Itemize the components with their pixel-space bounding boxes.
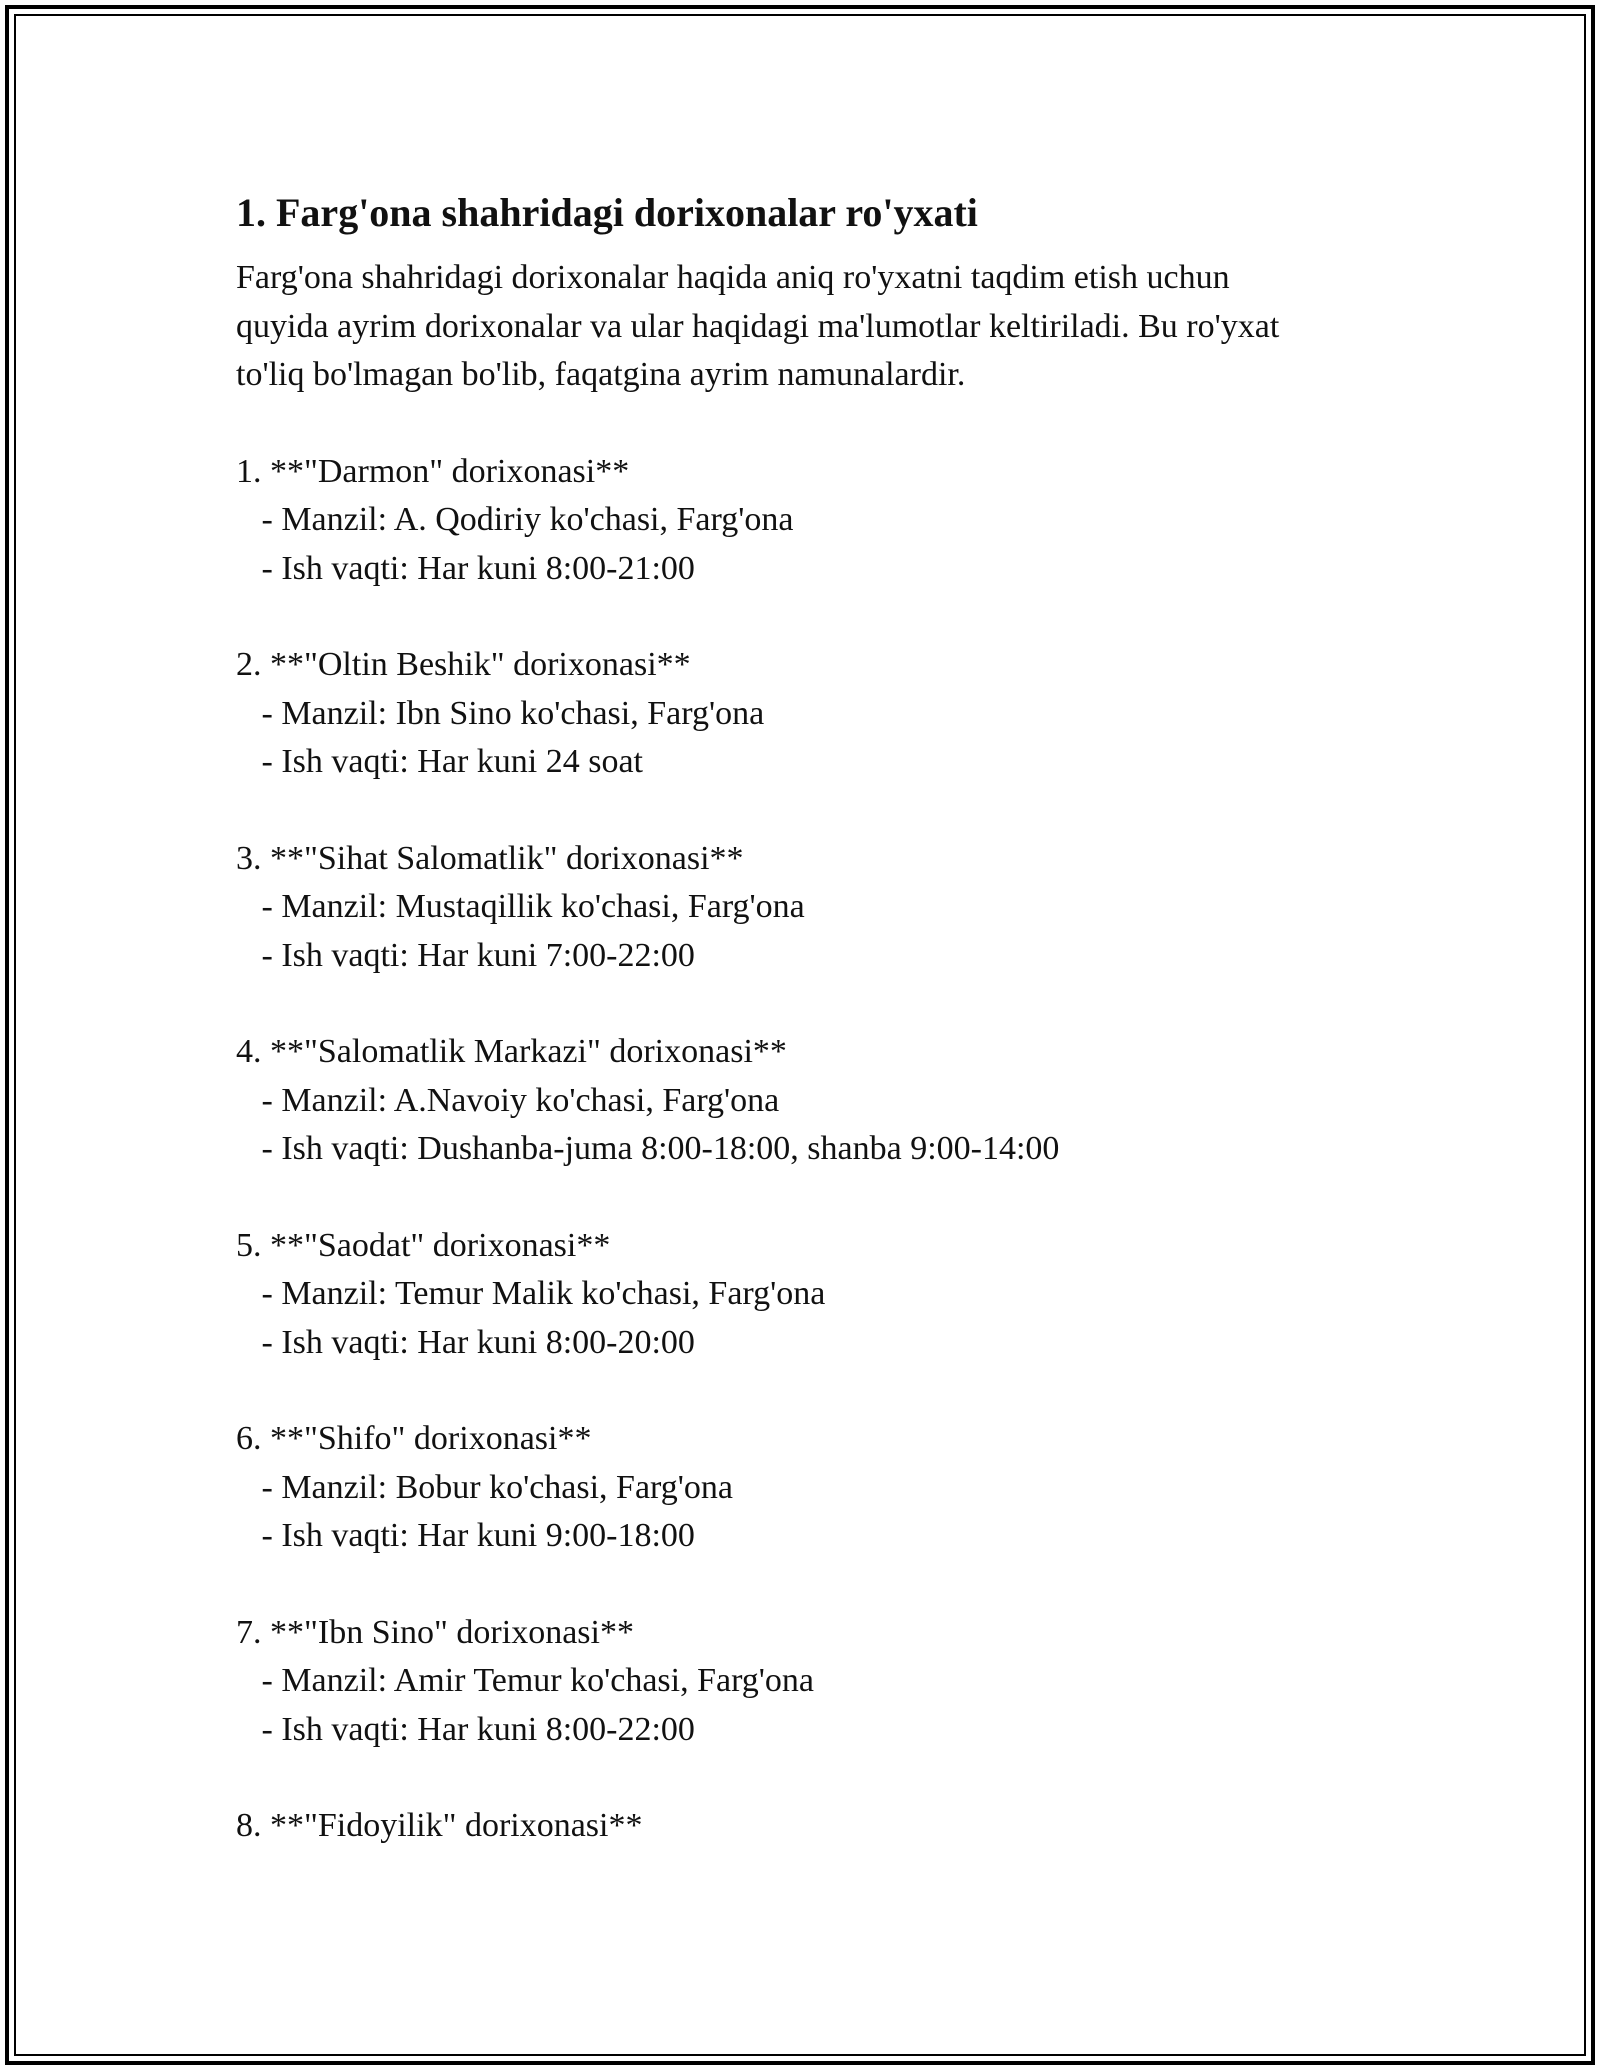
pharmacy-hours: - Ish vaqti: Har kuni 7:00-22:00 <box>236 936 695 974</box>
intro-line: Farg'ona shahridagi dorixonalar haqida aniq ro'yxatni taqdim etish uchun <box>236 259 1230 296</box>
pharmacy-address: - Manzil: Bobur ko'chasi, Farg'ona <box>236 1468 733 1506</box>
pharmacy-hours: - Ish vaqti: Har kuni 24 soat <box>236 743 643 780</box>
pharmacy-address: - Manzil: Ibn Sino ko'chasi, Farg'ona <box>236 694 765 732</box>
pharmacy-entry-4 <box>236 1028 1396 1174</box>
pharmacy-entry-2 <box>236 641 1396 787</box>
pharmacy-hours: - Ish vaqti: Har kuni 8:00-20:00 <box>236 1323 695 1361</box>
pharmacy-hours: - Ish vaqti: Dushanba-juma 8:00-18:00, shanba 9:00-14:00 <box>236 1130 1060 1167</box>
pharmacy-entry-6 <box>236 1415 1396 1561</box>
pharmacy-entry-1 <box>236 448 1396 594</box>
pharmacy-address: - Manzil: A.Navoiy ko'chasi, Farg'ona <box>236 1081 780 1119</box>
pharmacy-title: 5. **"Saodat" dorixonasi** <box>236 1226 611 1264</box>
pharmacy-entry-8 <box>236 1802 1396 1851</box>
document-body <box>236 186 1396 1899</box>
intro-line: quyida ayrim dorixonalar va ular haqidagi ma'lumotlar keltiriladi. Bu ro'yxat <box>236 307 1280 345</box>
pharmacy-title: 1. **"Darmon" dorixonasi** <box>236 452 630 490</box>
pharmacy-entry-3 <box>236 835 1396 981</box>
pharmacy-hours: - Ish vaqti: Har kuni 8:00-21:00 <box>236 549 695 587</box>
pharmacy-address: - Manzil: Amir Temur ko'chasi, Farg'ona <box>236 1662 815 1699</box>
pharmacy-title: 3. **"Sihat Salomatlik" dorixonasi** <box>236 839 744 877</box>
pharmacy-title: 4. **"Salomatlik Markazi" dorixonasi** <box>236 1033 787 1070</box>
document-heading: 1. Farg'ona shahridagi dorixonalar ro'yxati <box>236 190 978 235</box>
pharmacy-title: 2. **"Oltin Beshik" dorixonasi** <box>236 646 691 683</box>
pharmacy-address: - Manzil: Temur Malik ko'chasi, Farg'ona <box>236 1275 826 1312</box>
intro-paragraph <box>236 254 1396 400</box>
pharmacy-entry-5 <box>236 1222 1396 1368</box>
pharmacy-title: 8. **"Fidoyilik" dorixonasi** <box>236 1807 643 1844</box>
pharmacy-address: - Manzil: A. Qodiriy ko'chasi, Farg'ona <box>236 501 794 538</box>
pharmacy-title: 7. **"Ibn Sino" dorixonasi** <box>236 1613 634 1651</box>
intro-line: to'liq bo'lmagan bo'lib, faqatgina ayrim namunalardir. <box>236 356 966 393</box>
pharmacy-address: - Manzil: Mustaqillik ko'chasi, Farg'ona <box>236 888 805 925</box>
pharmacy-title: 6. **"Shifo" dorixonasi** <box>236 1420 592 1457</box>
pharmacy-entry-7 <box>236 1609 1396 1755</box>
pharmacy-hours: - Ish vaqti: Har kuni 9:00-18:00 <box>236 1517 695 1554</box>
pharmacy-hours: - Ish vaqti: Har kuni 8:00-22:00 <box>236 1710 695 1748</box>
